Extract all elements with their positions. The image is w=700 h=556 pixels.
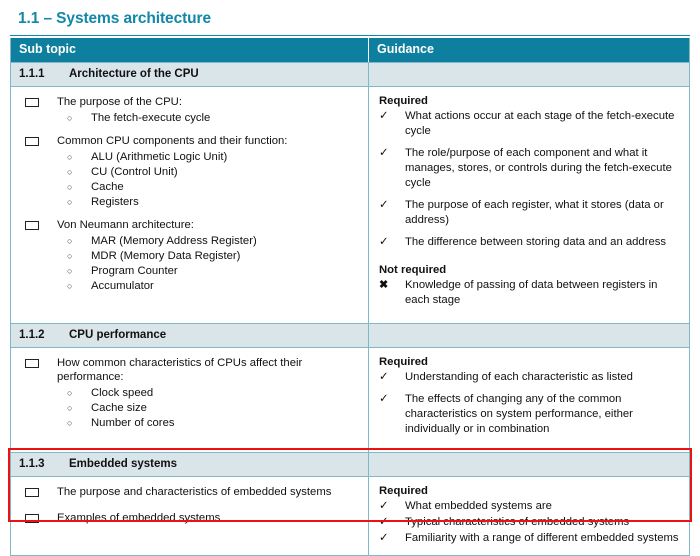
- list-item: [19, 150, 360, 165]
- list-item: [19, 279, 360, 294]
- list-item: [19, 249, 360, 264]
- list-item: [19, 386, 360, 401]
- check-icon: ✓: [379, 110, 389, 122]
- circle-bullet-icon: ○: [67, 418, 73, 428]
- checkbox-label: How common characteristics of CPUs affect their performance:: [57, 357, 303, 383]
- header-cell-sub-topic: [11, 38, 369, 62]
- guidance-item: [377, 499, 681, 514]
- checkbox-label: Examples of embedded systems: [57, 512, 221, 524]
- guidance-item: [377, 109, 681, 139]
- list-item-label: Number of cores: [91, 417, 175, 429]
- guidance-column: [369, 477, 689, 555]
- checkbox-icon[interactable]: [25, 98, 39, 107]
- check-icon: ✓: [379, 500, 389, 512]
- section-body-1-1-3: [11, 477, 689, 555]
- list-item: [19, 111, 360, 126]
- circle-bullet-icon: ○: [67, 236, 73, 246]
- guidance-item-label: What embedded systems are: [405, 500, 552, 512]
- header-label-guidance: Guidance: [377, 42, 434, 56]
- list-item-label: MDR (Memory Data Register): [91, 250, 241, 262]
- section-number: 1.1.2: [19, 329, 45, 341]
- circle-bullet-icon: ○: [67, 251, 73, 261]
- sub-item-list: [19, 111, 360, 126]
- list-item-label: Clock speed: [91, 387, 154, 399]
- circle-bullet-icon: ○: [67, 281, 73, 291]
- checkbox-list-item[interactable]: [19, 511, 360, 525]
- check-icon: ✓: [379, 371, 389, 383]
- list-item-label: Cache size: [91, 402, 147, 414]
- section-header-1-1-3: [11, 452, 689, 477]
- checkbox-list-item[interactable]: [19, 95, 360, 109]
- guidance-item-label: The difference between storing data and an address: [405, 236, 667, 248]
- checkbox-icon[interactable]: [25, 221, 39, 230]
- guidance-item-label: The effects of changing any of the common characteristics on system performance, either individually or in combination: [405, 393, 633, 435]
- section-header-1-1-2: [11, 323, 689, 348]
- guidance-item-label: The purpose of each register, what it stores (data or address): [405, 199, 664, 226]
- list-item-label: Registers: [91, 196, 139, 208]
- guidance-item-label: Familiarity with a range of different embedded systems: [405, 532, 679, 544]
- syllabus-table: [10, 38, 690, 556]
- checkbox-label: Common CPU components and their function:: [57, 135, 288, 147]
- header-cell-guidance: [369, 38, 689, 62]
- checkbox-list-item[interactable]: [19, 134, 360, 148]
- section-title: Embedded systems: [69, 458, 178, 470]
- list-item: [19, 416, 360, 431]
- header-label-sub-topic: Sub topic: [19, 42, 76, 56]
- checkbox-label: The purpose of the CPU:: [57, 96, 182, 108]
- check-icon: ✓: [379, 147, 389, 159]
- page-title: 1.1 – Systems architecture: [18, 10, 211, 27]
- circle-bullet-icon: ○: [67, 266, 73, 276]
- section-number: 1.1.3: [19, 458, 45, 470]
- checkbox-icon[interactable]: [25, 137, 39, 146]
- guidance-item: [377, 146, 681, 191]
- list-item-label: ALU (Arithmetic Logic Unit): [91, 151, 228, 163]
- sub-item-list: [19, 234, 360, 294]
- section-number: 1.1.1: [19, 68, 45, 80]
- sub-topic-column: [11, 477, 369, 555]
- checkbox-label: The purpose and characteristics of embedded systems: [57, 486, 332, 498]
- list-item-label: The fetch-execute cycle: [91, 112, 211, 124]
- circle-bullet-icon: ○: [67, 113, 73, 123]
- list-item-label: CU (Control Unit): [91, 166, 178, 178]
- guidance-item: [377, 370, 681, 385]
- guidance-item-label: The role/purpose of each component and what it manages, stores, or controls during the fetch-execute cycle: [405, 147, 672, 189]
- checkbox-list-item[interactable]: [19, 485, 360, 499]
- checkbox-list-item[interactable]: [19, 356, 360, 384]
- guidance-item: [377, 278, 681, 308]
- circle-bullet-icon: ○: [67, 403, 73, 413]
- guidance-column: [369, 87, 689, 323]
- cross-icon: ✖: [379, 279, 389, 291]
- guidance-item-label: Knowledge of passing of data between registers in each stage: [405, 279, 658, 306]
- list-item: [19, 401, 360, 416]
- list-item-label: Accumulator: [91, 280, 154, 292]
- checkbox-list-item[interactable]: [19, 218, 360, 232]
- list-item-label: MAR (Memory Address Register): [91, 235, 257, 247]
- guidance-group-label: Required: [379, 485, 428, 497]
- sub-topic-column: [11, 348, 369, 452]
- list-item: [19, 165, 360, 180]
- section-title: Architecture of the CPU: [69, 68, 199, 80]
- checkbox-icon[interactable]: [25, 488, 39, 497]
- list-item: [19, 195, 360, 210]
- sub-topic-column: [11, 87, 369, 323]
- checkbox-icon[interactable]: [25, 514, 39, 523]
- guidance-item: [377, 392, 681, 437]
- circle-bullet-icon: ○: [67, 152, 73, 162]
- circle-bullet-icon: ○: [67, 197, 73, 207]
- list-item: [19, 264, 360, 279]
- sub-item-list: [19, 150, 360, 210]
- circle-bullet-icon: ○: [67, 388, 73, 398]
- guidance-column: [369, 348, 689, 452]
- check-icon: ✓: [379, 199, 389, 211]
- check-icon: ✓: [379, 516, 389, 528]
- section-header-1-1-1: [11, 62, 689, 87]
- sub-item-list: [19, 386, 360, 431]
- list-item-label: Program Counter: [91, 265, 178, 277]
- section-body-1-1-1: [11, 87, 689, 323]
- list-item: [19, 180, 360, 195]
- guidance-item: [377, 515, 681, 530]
- guidance-group-label: Required: [379, 95, 428, 107]
- guidance-item: [377, 531, 681, 546]
- section-body-1-1-2: [11, 348, 689, 452]
- circle-bullet-icon: ○: [67, 182, 73, 192]
- guidance-item-label: What actions occur at each stage of the fetch-execute cycle: [405, 110, 675, 137]
- guidance-group-label: Required: [379, 356, 428, 368]
- check-icon: ✓: [379, 236, 389, 248]
- page-title-bar: [10, 8, 690, 36]
- table-header-row: [11, 38, 689, 62]
- guidance-item: [377, 198, 681, 228]
- section-title: CPU performance: [69, 329, 167, 341]
- guidance-item-label: Understanding of each characteristic as listed: [405, 371, 633, 383]
- checkbox-label: Von Neumann architecture:: [57, 219, 194, 231]
- guidance-item-label: Typical characteristics of embedded systems: [405, 516, 630, 528]
- circle-bullet-icon: ○: [67, 167, 73, 177]
- check-icon: ✓: [379, 393, 389, 405]
- list-item: [19, 234, 360, 249]
- guidance-group-label: Not required: [379, 264, 447, 276]
- check-icon: ✓: [379, 532, 389, 544]
- guidance-item: [377, 235, 681, 250]
- list-item-label: Cache: [91, 181, 124, 193]
- checkbox-icon[interactable]: [25, 359, 39, 368]
